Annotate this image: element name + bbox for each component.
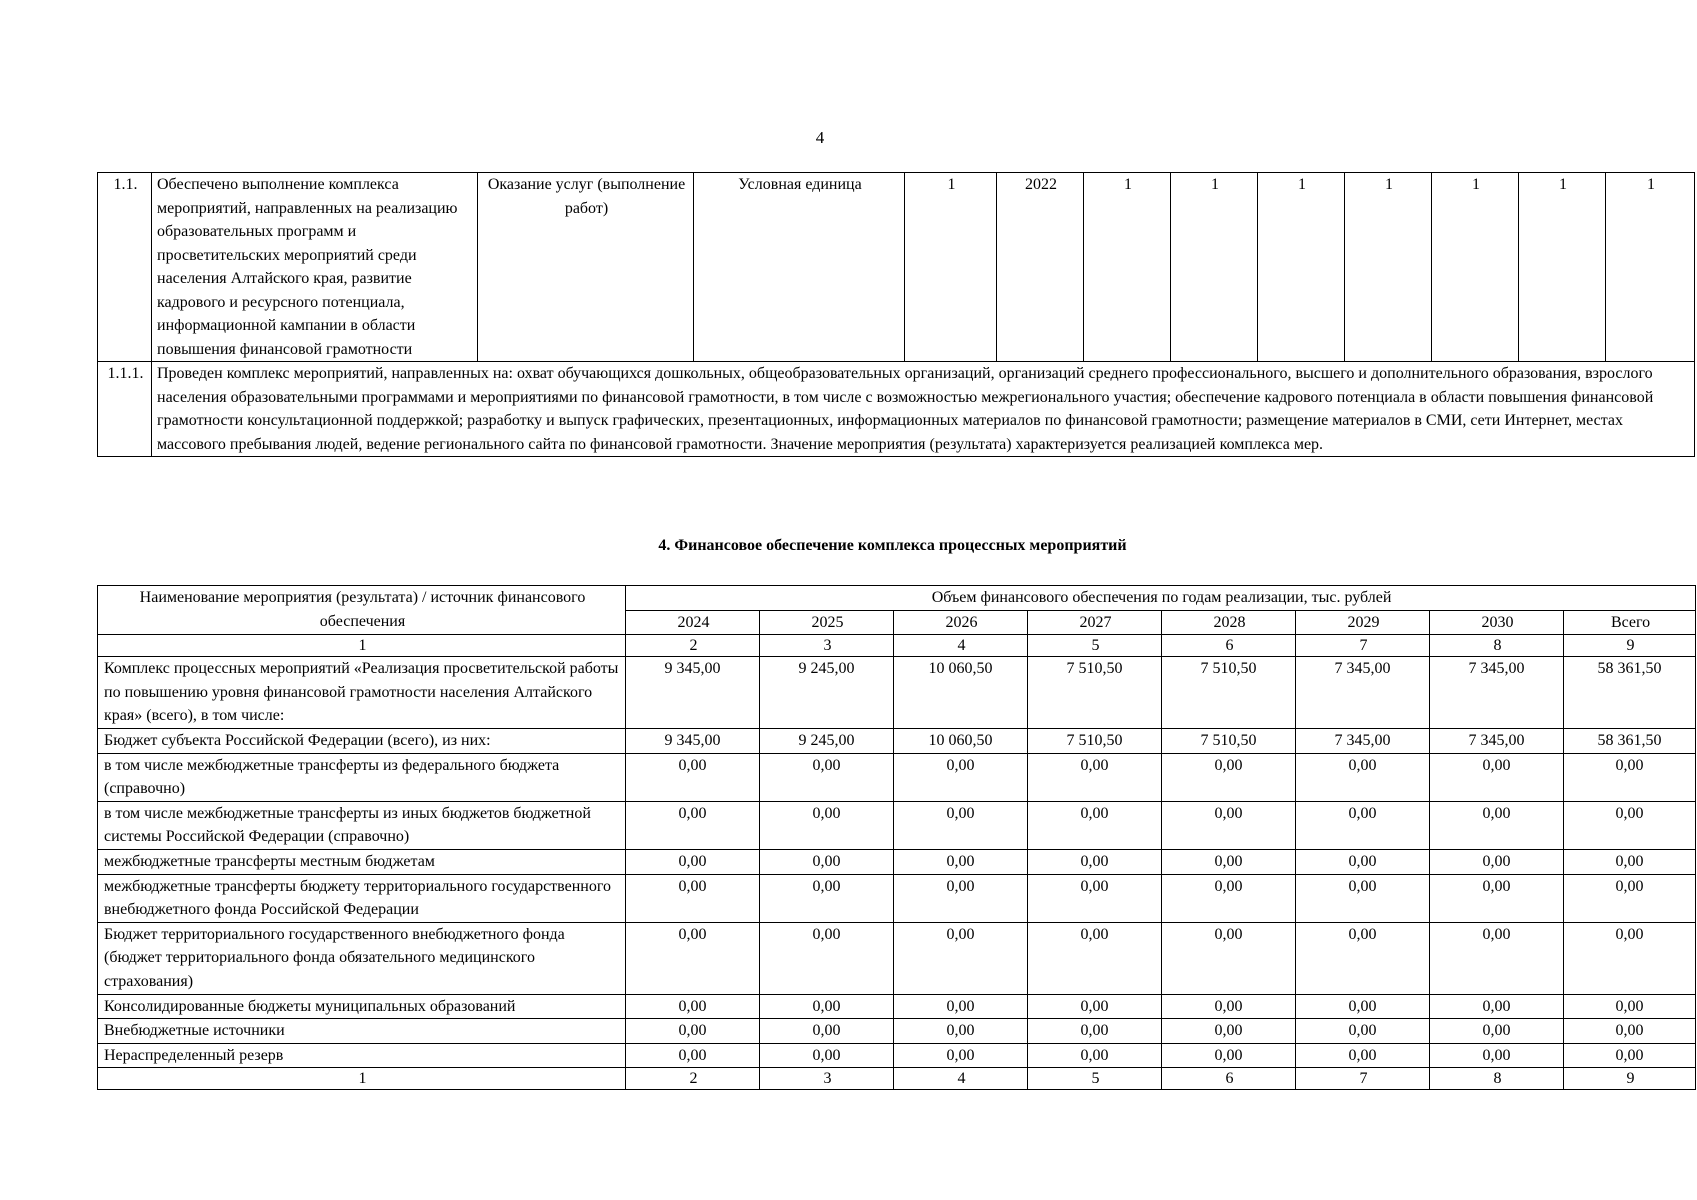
financing-source-name: в том числе межбюджетные трансферты из федерального бюджета (справочно) <box>98 753 626 801</box>
column-index: 5 <box>1028 635 1162 657</box>
year-header: 2027 <box>1028 610 1162 635</box>
total-value: 0,00 <box>1564 1043 1696 1068</box>
year-amount: 9 245,00 <box>760 657 894 729</box>
year-amount: 0,00 <box>894 1019 1028 1044</box>
year-amount: 0,00 <box>760 874 894 922</box>
year-amount: 0,00 <box>1028 801 1162 849</box>
year-amount: 0,00 <box>1430 801 1564 849</box>
year-amount: 0,00 <box>626 1019 760 1044</box>
total-value: 0,00 <box>1564 801 1696 849</box>
year-amount: 0,00 <box>894 1043 1028 1068</box>
year-amount: 0,00 <box>760 1043 894 1068</box>
year-amount: 0,00 <box>894 922 1028 994</box>
result-row <box>98 173 1695 362</box>
year-header: 2026 <box>894 610 1028 635</box>
total-value: 0,00 <box>1564 849 1696 874</box>
year-amount: 0,00 <box>760 922 894 994</box>
year-amount: 0,00 <box>1296 1043 1430 1068</box>
year-amount: 7 345,00 <box>1430 728 1564 753</box>
year-amount: 7 345,00 <box>1296 657 1430 729</box>
year-amount: 7 510,50 <box>1162 657 1296 729</box>
financing-source-name: Нераспределенный резерв <box>98 1043 626 1068</box>
year-header: 2024 <box>626 610 760 635</box>
financing-source-name: Консолидированные бюджеты муниципальных образований <box>98 994 626 1019</box>
column-index: 7 <box>1296 635 1430 657</box>
year-amount: 0,00 <box>1028 922 1162 994</box>
year-amount: 0,00 <box>1162 1043 1296 1068</box>
result-unit: Условная единица <box>694 173 905 362</box>
total-value: 0,00 <box>1564 1019 1696 1044</box>
year-amount: 0,00 <box>1296 1019 1430 1044</box>
total-value: 58 361,50 <box>1564 728 1696 753</box>
year-amount: 10 060,50 <box>894 728 1028 753</box>
activity-description: Проведен комплекс мероприятий, направленных на: охват обучающихся дошкольных, общеобразовательных организаций, организаций среднего профессионального, высшего и дополнительного образования, взрослого населения образовательными программами и мероприятиями по финансовой грамотности, в том числе с возможностью межрегионального участия; обеспечение кадрового потенциала в области повышения финансовой грамотности консультационной поддержкой; разработку и выпуск графических, презентационных, информационных материалов по финансовой грамотности; размещение материалов в СМИ, сети Интернет, местах массового пребывания людей, ведение регионального сайта по финансовой грамотности. Значение мероприятия (результата) характеризуется реализацией комплекса мер. <box>152 362 1695 457</box>
column-index: 1 <box>98 635 626 657</box>
year-amount: 0,00 <box>1430 1019 1564 1044</box>
year-amount: 0,00 <box>1430 922 1564 994</box>
year-amount: 0,00 <box>1162 801 1296 849</box>
year-amount: 0,00 <box>1028 1043 1162 1068</box>
header-row <box>98 586 1696 611</box>
year-amount: 0,00 <box>1430 994 1564 1019</box>
year-amount: 0,00 <box>760 994 894 1019</box>
year-amount: 0,00 <box>760 801 894 849</box>
total-value: 58 361,50 <box>1564 657 1696 729</box>
financing-source-name: Внебюджетные источники <box>98 1019 626 1044</box>
financing-row <box>98 753 1696 801</box>
year-amount: 0,00 <box>1028 753 1162 801</box>
section-title: 4. Финансовое обеспечение комплекса процессных мероприятий <box>658 537 1127 554</box>
year-amount: 0,00 <box>760 753 894 801</box>
financing-source-name: Комплекс процессных мероприятий «Реализация просветительской работы по повышению уровня финансовой грамотности населения Алтайского края» (всего), в том числе: <box>98 657 626 729</box>
year-amount: 9 345,00 <box>626 657 760 729</box>
column-index: 5 <box>1028 1068 1162 1090</box>
financing-row <box>98 874 1696 922</box>
year-amount: 0,00 <box>1430 849 1564 874</box>
year-amount: 0,00 <box>1430 874 1564 922</box>
total-value: 0,00 <box>1564 994 1696 1019</box>
year-value: 1 <box>1606 173 1695 362</box>
year-amount: 0,00 <box>760 849 894 874</box>
year-amount: 0,00 <box>626 1043 760 1068</box>
year-amount: 0,00 <box>1028 994 1162 1019</box>
financing-source-name: межбюджетные трансферты бюджету территориального государственного внебюджетного фонда Российской Федерации <box>98 874 626 922</box>
year-amount: 7 510,50 <box>1028 657 1162 729</box>
column-index: 9 <box>1564 1068 1696 1090</box>
year-amount: 7 345,00 <box>1430 657 1564 729</box>
year-amount: 0,00 <box>1162 753 1296 801</box>
column-index: 6 <box>1162 1068 1296 1090</box>
year-header: 2028 <box>1162 610 1296 635</box>
financing-row <box>98 657 1696 729</box>
year-amount: 9 345,00 <box>626 728 760 753</box>
year-amount: 7 345,00 <box>1296 728 1430 753</box>
year-value: 1 <box>1084 173 1171 362</box>
financing-row <box>98 1019 1696 1044</box>
year-amount: 0,00 <box>626 874 760 922</box>
year-amount: 0,00 <box>626 753 760 801</box>
year-amount: 0,00 <box>1162 922 1296 994</box>
year-amount: 0,00 <box>1296 922 1430 994</box>
result-code: 1.1. <box>98 173 152 362</box>
header-volume: Объем финансового обеспечения по годам реализации, тыс. рублей <box>626 586 1696 611</box>
column-index: 3 <box>760 635 894 657</box>
column-index: 7 <box>1296 1068 1430 1090</box>
financing-row <box>98 801 1696 849</box>
financing-row <box>98 849 1696 874</box>
column-index-row <box>98 1068 1696 1090</box>
column-index: 6 <box>1162 635 1296 657</box>
year-amount: 0,00 <box>894 874 1028 922</box>
year-amount: 0,00 <box>894 849 1028 874</box>
column-index: 2 <box>626 1068 760 1090</box>
total-value: 0,00 <box>1564 922 1696 994</box>
financing-source-name: Бюджет субъекта Российской Федерации (всего), из них: <box>98 728 626 753</box>
result-type: Оказание услуг (выполнение работ) <box>478 173 694 362</box>
financing-row <box>98 994 1696 1019</box>
financing-row <box>98 922 1696 994</box>
year-amount: 0,00 <box>1162 1019 1296 1044</box>
year-value: 1 <box>1345 173 1432 362</box>
year-amount: 7 510,50 <box>1162 728 1296 753</box>
year-amount: 0,00 <box>1296 801 1430 849</box>
year-amount: 0,00 <box>894 994 1028 1019</box>
financing-row <box>98 1043 1696 1068</box>
column-index: 9 <box>1564 635 1696 657</box>
year-amount: 9 245,00 <box>760 728 894 753</box>
year-amount: 0,00 <box>1430 1043 1564 1068</box>
year-amount: 0,00 <box>1430 753 1564 801</box>
total-value: 0,00 <box>1564 874 1696 922</box>
column-index: 3 <box>760 1068 894 1090</box>
financing-table <box>97 585 1696 1090</box>
column-index: 8 <box>1430 1068 1564 1090</box>
year-amount: 0,00 <box>1162 994 1296 1019</box>
column-index: 4 <box>894 635 1028 657</box>
base-year: 2022 <box>997 173 1084 362</box>
column-index: 8 <box>1430 635 1564 657</box>
results-table <box>97 172 1695 457</box>
year-amount: 0,00 <box>1296 849 1430 874</box>
year-amount: 0,00 <box>1162 874 1296 922</box>
year-amount: 0,00 <box>1028 874 1162 922</box>
year-header: 2029 <box>1296 610 1430 635</box>
year-amount: 0,00 <box>1028 1019 1162 1044</box>
financing-source-name: в том числе межбюджетные трансферты из иных бюджетов бюджетной системы Российской Федерации (справочно) <box>98 801 626 849</box>
year-value: 1 <box>1171 173 1258 362</box>
year-amount: 0,00 <box>894 753 1028 801</box>
activity-row <box>98 362 1695 457</box>
page-number: 4 <box>815 128 825 147</box>
year-header: 2030 <box>1430 610 1564 635</box>
year-value: 1 <box>1432 173 1519 362</box>
year-amount: 0,00 <box>894 801 1028 849</box>
financing-source-name: Бюджет территориального государственного внебюджетного фонда (бюджет территориального фонда обязательного медицинского страхования) <box>98 922 626 994</box>
base-value: 1 <box>905 173 997 362</box>
activity-code: 1.1.1. <box>98 362 152 457</box>
financing-source-name: межбюджетные трансферты местным бюджетам <box>98 849 626 874</box>
year-amount: 0,00 <box>1028 849 1162 874</box>
year-amount: 0,00 <box>626 994 760 1019</box>
total-value: 0,00 <box>1564 753 1696 801</box>
year-amount: 0,00 <box>1162 849 1296 874</box>
column-index: 2 <box>626 635 760 657</box>
result-name: Обеспечено выполнение комплекса мероприятий, направленных на реализацию образовательных программ и просветительских мероприятий среди населения Алтайского края, развитие кадрового и ресурсного потенциала, информационной кампании в области повышения финансовой грамотности <box>152 173 478 362</box>
year-amount: 0,00 <box>626 922 760 994</box>
header-name: Наименование мероприятия (результата) / источник финансового обеспечения <box>98 586 626 635</box>
year-amount: 7 510,50 <box>1028 728 1162 753</box>
year-amount: 0,00 <box>1296 753 1430 801</box>
year-amount: 0,00 <box>1296 994 1430 1019</box>
year-amount: 0,00 <box>626 849 760 874</box>
year-value: 1 <box>1519 173 1606 362</box>
year-value: 1 <box>1258 173 1345 362</box>
financing-row <box>98 728 1696 753</box>
year-header: 2025 <box>760 610 894 635</box>
column-index-row <box>98 635 1696 657</box>
year-amount: 10 060,50 <box>894 657 1028 729</box>
column-index: 4 <box>894 1068 1028 1090</box>
year-amount: 0,00 <box>760 1019 894 1044</box>
column-index: 1 <box>98 1068 626 1090</box>
year-amount: 0,00 <box>626 801 760 849</box>
year-header: Всего <box>1564 610 1696 635</box>
year-amount: 0,00 <box>1296 874 1430 922</box>
